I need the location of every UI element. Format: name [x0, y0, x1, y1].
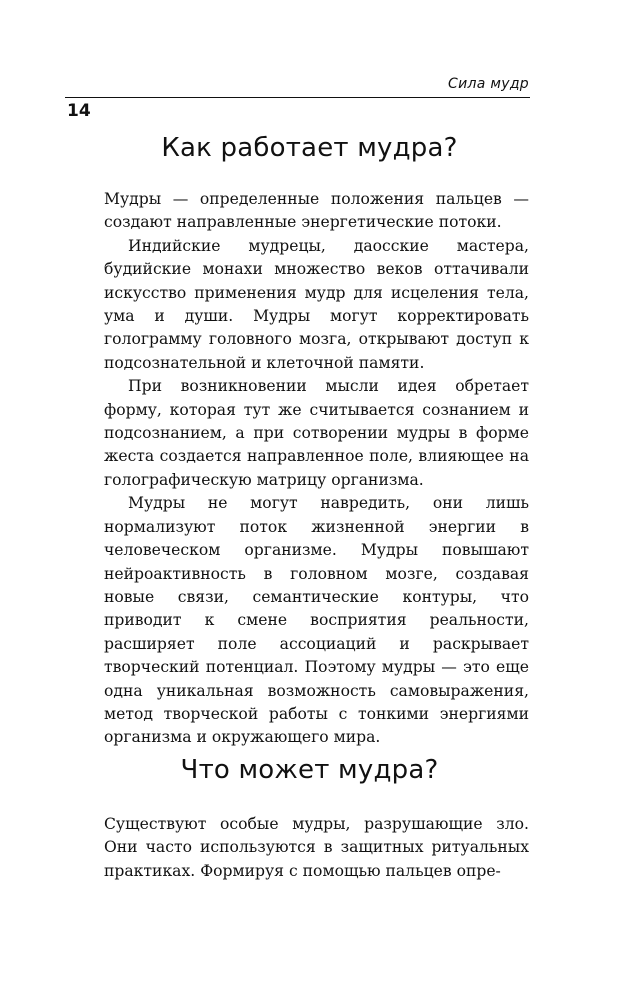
paragraph-5: Существуют особые мудры, разрушающие зло. Они часто используются в защитных ритуальных практиках. Формируя с помощью пальцев опре-: [104, 815, 529, 880]
section-body-what-mudra-can-do: [104, 813, 529, 883]
paragraph-1: Мудры — определенные положения пальцев — создают направленные энергетические потоки.: [104, 190, 529, 232]
paragraph-3: При возникновении мысли идея обретает форму, которая тут же считывается сознанием и подсознанием, а при сотворении мудры в форме жеста создается направленное поле, влияющее на голографическую матрицу организма.: [104, 377, 529, 489]
section-body-how-mudra-works: [104, 188, 529, 750]
section-heading-how-mudra-works: Как работает мудра?: [161, 133, 458, 163]
section-heading-what-mudra-can-do: Что может мудра?: [180, 755, 439, 785]
running-title: Сила мудр: [448, 76, 529, 92]
paragraph-4: Мудры не могут навредить, они лишь нормализуют поток жизненной энергии в человеческом организме. Мудры повышают нейроактивность в головном мозге, создавая новые связи, семантические контуры, что приводит к смене восприятия реальности, расширяет поле ассоциаций и раскрывает творческий потенциал. Поэтому мудры — это еще одна уникальная возможность самовыражения, метод творческой работы с тонкими энергиями организма и окружающего мира.: [104, 494, 529, 747]
header-rule: [65, 97, 530, 98]
page-number: 14: [67, 101, 91, 121]
paragraph-2: Индийские мудрецы, даосские мастера, будийские монахи множество веков оттачивали искусство применения мудр для исцеления тела, ума и души. Мудры могут корректировать голограмму головного мозга, открывают доступ к подсознательной и клеточной памяти.: [104, 236, 529, 372]
